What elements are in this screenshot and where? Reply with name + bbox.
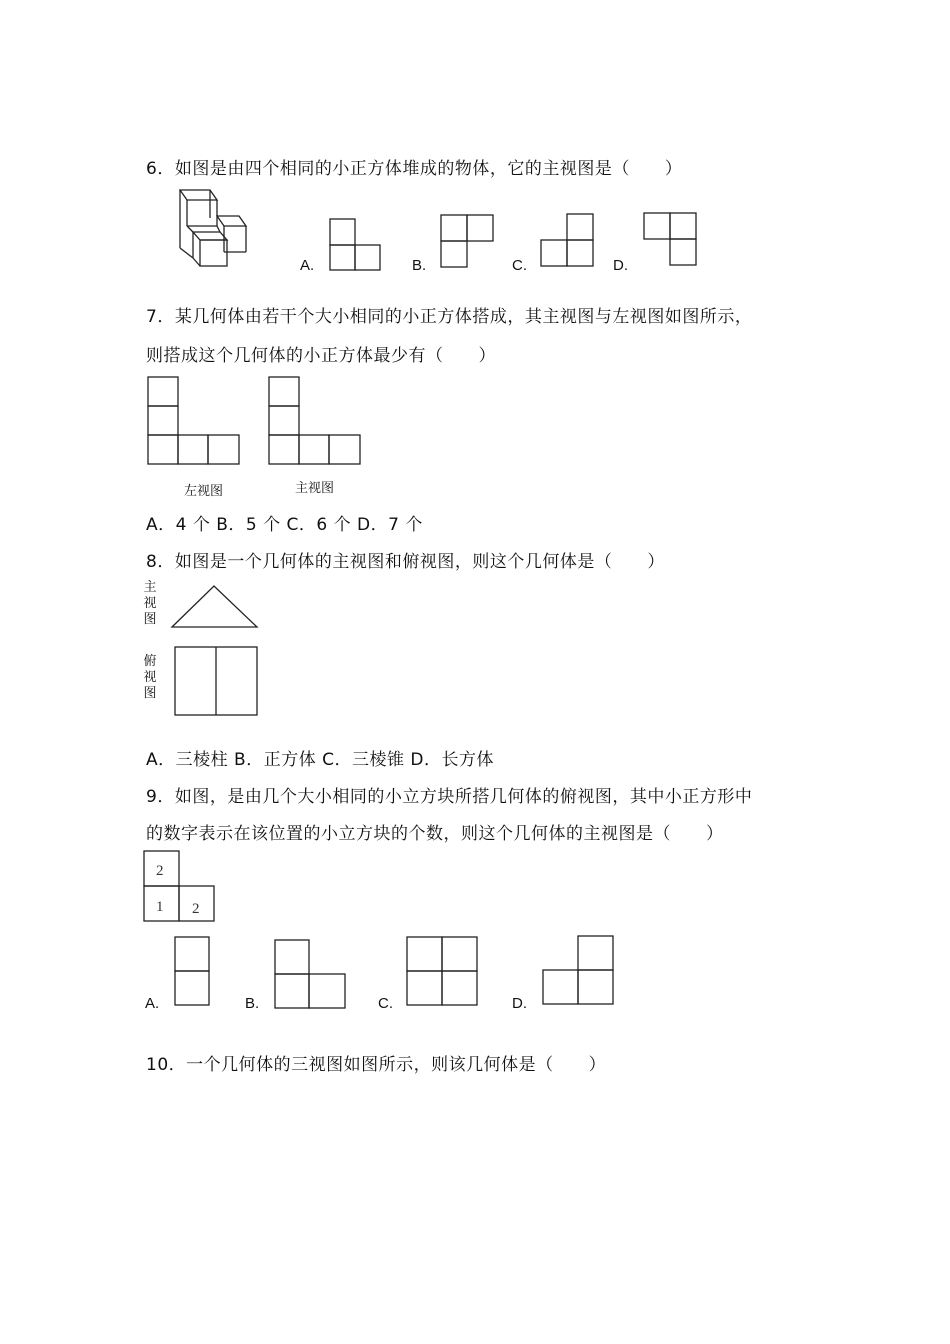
- q9-line1: 9．如图，是由几个大小相同的小立方块所搭几何体的俯视图，其中小正方形中: [146, 787, 753, 807]
- q9-option-a-figure: [174, 936, 212, 1012]
- grid-number: 1: [156, 899, 164, 915]
- q7-line1: 7．某几何体由若干个大小相同的小正方体搭成，其主视图与左视图如图所示，: [146, 307, 753, 327]
- q6-cube-figure: [175, 188, 255, 272]
- q8-triangle-figure: [170, 584, 260, 634]
- q8-top-view-label: 俯 视 图: [143, 654, 157, 701]
- q9-line2: 的数字表示在该位置的小立方块的个数，则这个几何体的主视图是（ ）: [146, 824, 724, 844]
- q6-option-b: B.: [412, 257, 427, 274]
- q9-top-view-grid: [143, 850, 217, 928]
- q8-answers: A．三棱柱 B．正方体 C．三棱锥 D．长方体: [146, 750, 494, 770]
- q9-option-c-figure: [406, 936, 480, 1012]
- q7-left-view-figure: [147, 376, 243, 472]
- q6-option-a-figure: [329, 218, 383, 276]
- grid-number: 2: [156, 863, 164, 879]
- q7-main-view-figure: [268, 376, 364, 472]
- q7-main-view-caption: 主视图: [295, 481, 335, 496]
- q9-option-a: A.: [145, 995, 160, 1012]
- grid-number: 2: [192, 901, 200, 917]
- q9-option-b: B.: [245, 995, 260, 1012]
- q9-option-d-figure: [542, 935, 616, 1011]
- q8-rectangle-figure: [174, 646, 260, 722]
- q6-option-c-figure: [540, 213, 596, 273]
- q7-left-view-caption: 左视图: [184, 484, 224, 499]
- q8-main-view-label: 主 视 图: [143, 580, 157, 627]
- q9-option-b-figure: [274, 939, 348, 1015]
- q6-option-d-figure: [643, 212, 699, 272]
- q6-option-d: D.: [613, 257, 628, 274]
- q6-option-b-figure: [440, 214, 496, 274]
- q6-text: 6．如图是由四个相同的小正方体堆成的物体，它的主视图是（ ）: [146, 159, 683, 179]
- q8-text: 8．如图是一个几何体的主视图和俯视图，则这个几何体是（ ）: [146, 552, 665, 572]
- q10-text: 10．一个几何体的三视图如图所示，则该几何体是（ ）: [146, 1055, 607, 1075]
- q6-option-c: C.: [512, 257, 527, 274]
- q9-option-c: C.: [378, 995, 393, 1012]
- q6-option-a: A.: [300, 257, 315, 274]
- q9-option-d: D.: [512, 995, 527, 1012]
- q7-line2: 则搭成这个几何体的小正方体最少有（ ）: [146, 346, 496, 366]
- q7-answers: A．4 个 B．5 个 C．6 个 D．7 个: [146, 515, 423, 535]
